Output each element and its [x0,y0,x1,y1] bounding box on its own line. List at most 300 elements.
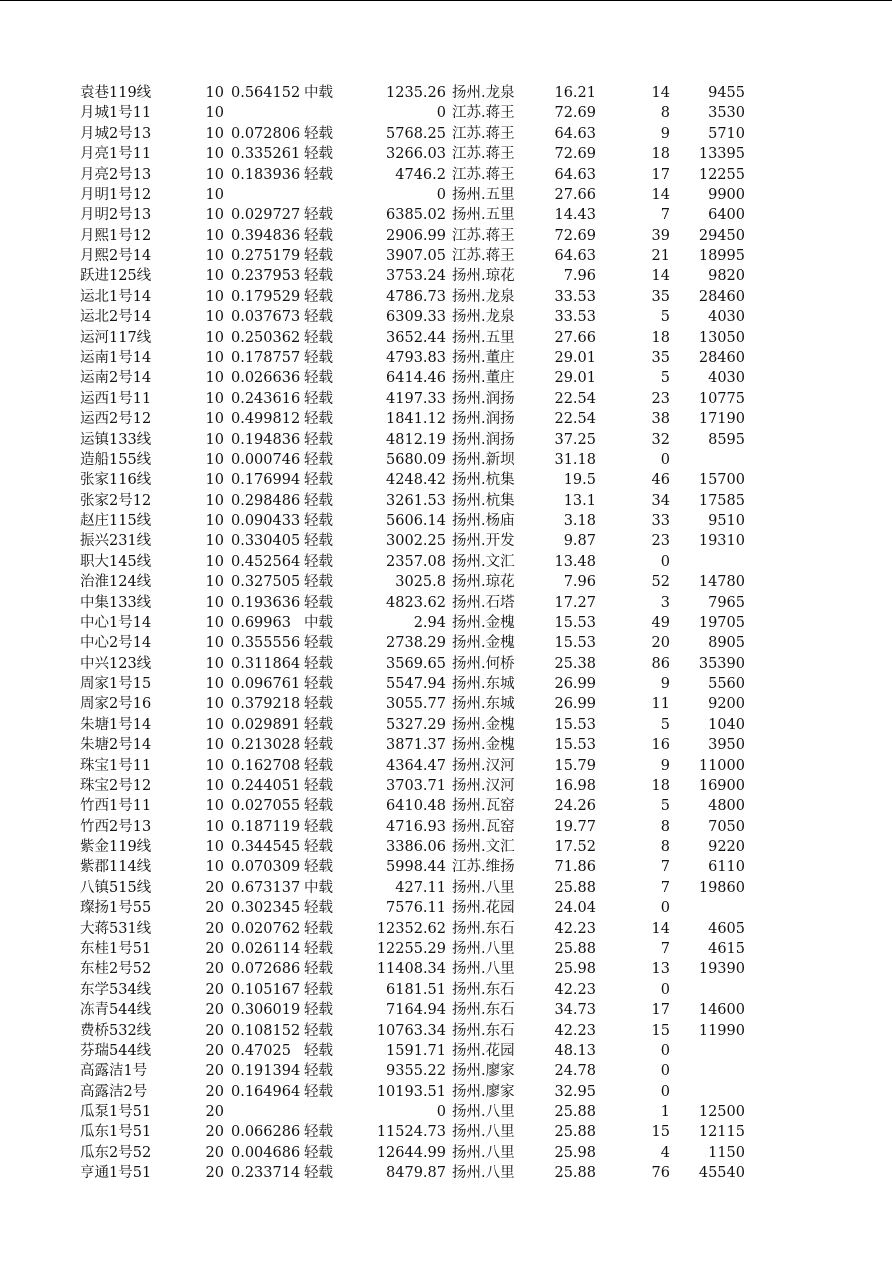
load-rate-cell: 0.090433 [231,513,301,529]
substation-cell: 扬州.文汇 [452,839,515,856]
load-rate-cell: 0.244051 [231,777,301,794]
length-cell: 14.43 [554,207,596,224]
line-name-cell: 朱塘2号14 [80,737,152,754]
load-status-cell: 轻载 [304,349,333,366]
table-row [0,633,892,653]
load-status-cell: 轻载 [304,492,333,509]
margin-value-cell: 4823.62 [386,594,446,611]
line-name-cell: 珠宝1号11 [80,757,152,774]
capacity-cell [680,898,745,918]
voltage-cell: 10 [205,574,224,591]
length-cell: 27.66 [554,329,596,346]
line-name-cell: 运南2号14 [80,370,152,387]
margin-value-cell: 1591.71 [386,1042,446,1059]
voltage-cell: 10 [205,349,224,366]
count-cell: 18 [651,146,670,163]
substation-cell: 扬州.何桥 [452,655,515,672]
voltage-cell: 10 [205,614,224,631]
table-row [0,531,892,551]
line-name-cell: 张家2号12 [80,492,152,509]
capacity-cell: 8595 [708,431,745,448]
voltage-cell: 10 [205,696,224,713]
length-cell: 26.99 [554,676,596,692]
capacity-cell: 19310 [698,533,745,550]
line-name-cell: 月亮1号11 [80,146,152,163]
line-name-cell: 张家116线 [80,472,152,489]
length-cell: 16.21 [554,85,596,101]
line-name-cell: 费桥532线 [80,1022,152,1039]
margin-value-cell: 3753.24 [386,268,446,285]
table-row [0,1082,892,1102]
line-name-cell: 亨通1号51 [80,1165,152,1182]
table-row [0,572,892,592]
load-status-cell: 轻载 [304,716,333,733]
load-rate-cell: 0.191394 [231,1063,301,1080]
line-name-cell: 月亮2号13 [80,166,152,183]
substation-cell: 扬州.五里 [452,186,515,203]
count-cell: 9 [660,757,670,774]
voltage-cell: 10 [205,288,224,305]
count-cell: 5 [660,309,670,326]
count-cell: 35 [651,288,670,305]
length-cell: 9.87 [563,533,596,550]
capacity-cell [680,1082,745,1102]
load-status-cell: 轻载 [304,329,333,346]
voltage-cell: 20 [205,981,224,998]
table-row [0,674,892,694]
line-name-cell: 朱塘1号14 [80,716,152,733]
margin-value-cell: 7164.94 [386,1002,446,1019]
load-rate-cell: 0.066286 [231,1124,301,1141]
capacity-cell [680,552,745,572]
voltage-cell: 10 [205,818,224,835]
length-cell: 34.73 [554,1002,596,1019]
count-cell: 23 [651,533,670,550]
load-status-cell: 轻载 [304,370,333,387]
load-rate-cell: 0.564152 [231,85,301,101]
capacity-cell: 19390 [698,961,745,978]
substation-cell: 扬州.东石 [452,981,515,998]
load-rate-cell: 0.394836 [231,227,301,244]
count-cell: 76 [651,1165,670,1182]
load-rate-cell: 0.237953 [231,268,301,285]
load-rate-cell: 0.327505 [231,574,301,591]
voltage-cell: 20 [205,1104,224,1120]
load-rate-cell: 0.037673 [231,309,301,326]
capacity-cell: 45540 [698,1165,745,1182]
substation-cell: 扬州.廖家 [452,1083,515,1100]
count-cell: 18 [651,777,670,794]
length-cell: 22.54 [554,411,596,428]
load-status-cell: 轻载 [304,1063,333,1080]
capacity-cell: 12255 [698,166,745,183]
count-cell: 7 [660,859,670,876]
count-cell: 18 [651,329,670,346]
count-cell: 39 [651,227,670,244]
length-cell: 13.1 [563,492,596,509]
capacity-cell: 9220 [708,839,745,856]
load-rate-cell: 0.306019 [231,1002,301,1019]
load-status-cell: 轻载 [304,839,333,856]
voltage-cell: 10 [205,411,224,428]
load-rate-cell [231,185,301,205]
load-rate-cell: 0.302345 [231,900,301,917]
voltage-cell: 10 [205,390,224,407]
voltage-cell: 10 [205,125,224,142]
substation-cell: 江苏.蒋王 [452,227,515,244]
load-status-cell: 轻载 [304,125,333,142]
table-row [0,389,892,409]
length-cell: 15.53 [554,716,596,733]
margin-value-cell: 2357.08 [386,553,446,570]
voltage-cell: 10 [205,248,224,264]
table-row [0,857,892,877]
length-cell: 25.98 [554,1144,596,1161]
margin-value-cell: 12644.99 [376,1144,446,1161]
load-status-cell: 轻载 [304,981,333,998]
line-name-cell: 袁巷119线 [80,85,152,101]
substation-cell: 扬州.东石 [452,1002,515,1019]
substation-cell: 江苏.维扬 [452,859,515,876]
load-rate-cell: 0.355556 [231,635,301,652]
load-rate-cell: 0.452564 [231,553,301,570]
table-row [0,898,892,918]
line-name-cell: 珠宝2号12 [80,777,152,794]
substation-cell: 扬州.瓦窑 [452,818,515,835]
length-cell: 15.53 [554,635,596,652]
line-name-cell: 治淮124线 [80,574,152,591]
capacity-cell: 7965 [708,594,745,611]
margin-value-cell: 3261.53 [386,492,446,509]
load-status-cell: 中载 [304,85,333,101]
table-row [0,654,892,674]
load-status-cell: 轻载 [304,757,333,774]
load-status-cell: 轻载 [304,472,333,489]
capacity-cell: 4030 [708,309,745,326]
length-cell: 27.66 [554,186,596,203]
table-row [0,511,892,531]
table-row [0,552,892,572]
load-status-cell: 轻载 [304,248,333,264]
table-row [0,837,892,857]
capacity-cell: 28460 [698,349,745,366]
count-cell: 8 [660,818,670,835]
table-row [0,368,892,388]
substation-cell: 扬州.汉河 [452,777,515,794]
voltage-cell: 10 [205,105,224,122]
substation-cell: 扬州.八里 [452,1124,515,1141]
count-cell: 14 [651,186,670,203]
count-cell: 32 [651,431,670,448]
load-status-cell: 轻载 [304,676,333,692]
margin-value-cell: 3652.44 [386,329,446,346]
voltage-cell: 10 [205,472,224,489]
table-row [0,348,892,368]
voltage-cell: 10 [205,186,224,203]
substation-cell: 扬州.八里 [452,879,515,896]
voltage-cell: 10 [205,839,224,856]
voltage-cell: 10 [205,166,224,183]
capacity-cell [680,1061,745,1081]
capacity-cell: 8905 [708,635,745,652]
margin-value-cell: 5768.25 [386,125,446,142]
load-rate-cell: 0.000746 [231,451,301,468]
substation-cell: 扬州.琼花 [452,268,515,285]
capacity-cell: 10775 [698,390,745,407]
table-row [0,307,892,327]
count-cell: 8 [660,839,670,856]
table-row [0,919,892,939]
load-status-cell [304,103,344,123]
voltage-cell: 10 [205,676,224,692]
load-status-cell: 轻载 [304,818,333,835]
length-cell: 37.25 [554,431,596,448]
count-cell: 7 [660,941,670,957]
length-cell: 32.95 [554,1083,596,1100]
count-cell: 15 [651,1022,670,1039]
margin-value-cell: 4812.19 [386,431,446,448]
load-status-cell: 轻载 [304,900,333,917]
capacity-cell: 5560 [708,676,745,692]
load-rate-cell: 0.029727 [231,207,301,224]
count-cell: 46 [651,472,670,489]
voltage-cell: 20 [205,1022,224,1039]
substation-cell: 扬州.八里 [452,941,515,957]
load-rate-cell [231,1102,301,1122]
margin-value-cell: 10193.51 [376,1083,446,1100]
table-row [0,491,892,511]
count-cell: 49 [651,614,670,631]
load-rate-cell: 0.162708 [231,757,301,774]
capacity-cell: 6400 [708,207,745,224]
load-rate-cell: 0.335261 [231,146,301,163]
table-row [0,287,892,307]
table-row [0,124,892,144]
margin-value-cell: 9355.22 [386,1063,446,1080]
length-cell: 42.23 [554,1022,596,1039]
line-name-cell: 高露洁2号 [80,1083,148,1100]
table-row [0,266,892,286]
substation-cell: 扬州.东石 [452,920,515,937]
length-cell: 24.04 [554,900,596,917]
voltage-cell: 20 [205,1042,224,1059]
length-cell: 31.18 [554,451,596,468]
count-cell: 4 [660,1144,670,1161]
load-status-cell: 轻载 [304,1124,333,1141]
voltage-cell: 10 [205,451,224,468]
load-rate-cell: 0.026114 [231,941,301,957]
load-status-cell: 轻载 [304,859,333,876]
capacity-cell: 13395 [698,146,745,163]
length-cell: 15.79 [554,757,596,774]
table-row [0,328,892,348]
load-rate-cell: 0.164964 [231,1083,301,1100]
line-name-cell: 运北1号14 [80,288,152,305]
line-name-cell: 周家1号15 [80,676,152,692]
load-status-cell [304,1102,344,1122]
length-cell: 64.63 [554,125,596,142]
load-rate-cell: 0.673137 [231,879,301,896]
capacity-cell: 16900 [698,777,745,794]
table-row [0,817,892,837]
capacity-cell: 9820 [708,268,745,285]
load-status-cell: 轻载 [304,635,333,652]
voltage-cell: 20 [205,920,224,937]
line-name-cell: 东桂2号52 [80,961,152,978]
capacity-cell: 12500 [698,1104,745,1120]
capacity-cell: 14600 [698,1002,745,1019]
capacity-cell: 9200 [708,696,745,713]
length-cell: 25.88 [554,1165,596,1182]
length-cell: 15.53 [554,737,596,754]
length-cell: 17.27 [554,594,596,611]
substation-cell: 扬州.金槐 [452,716,515,733]
length-cell: 7.96 [563,268,596,285]
margin-value-cell: 3871.37 [386,737,446,754]
line-name-cell: 周家2号16 [80,696,152,713]
table-row [0,83,892,103]
capacity-cell: 4605 [708,920,745,937]
substation-cell: 扬州.廖家 [452,1063,515,1080]
line-name-cell: 高露洁1号 [80,1063,148,1080]
margin-value-cell: 5327.29 [386,716,446,733]
length-cell: 71.86 [554,859,596,876]
length-cell: 29.01 [554,349,596,366]
capacity-cell: 14780 [698,574,745,591]
line-name-cell: 月明1号12 [80,186,152,203]
length-cell: 15.53 [554,614,596,631]
length-cell: 42.23 [554,981,596,998]
count-cell: 5 [660,798,670,815]
voltage-cell: 10 [205,268,224,285]
substation-cell: 扬州.石塔 [452,594,515,611]
load-status-cell: 轻载 [304,411,333,428]
voltage-cell: 10 [205,716,224,733]
load-status-cell: 中载 [304,614,333,631]
margin-value-cell: 0 [436,1104,446,1120]
load-status-cell: 轻载 [304,227,333,244]
load-status-cell: 轻载 [304,920,333,937]
table-row [0,1143,892,1163]
length-cell: 7.96 [563,574,596,591]
load-status-cell: 轻载 [304,533,333,550]
substation-cell: 扬州.润扬 [452,390,515,407]
substation-cell: 扬州.五里 [452,329,515,346]
table-row [0,1041,892,1061]
substation-cell: 扬州.董庄 [452,370,515,387]
capacity-cell: 1150 [708,1144,745,1161]
voltage-cell: 20 [205,941,224,957]
margin-value-cell: 3386.06 [386,839,446,856]
load-status-cell: 轻载 [304,941,333,957]
table-row [0,796,892,816]
load-rate-cell: 0.275179 [231,248,301,264]
margin-value-cell: 6309.33 [386,309,446,326]
load-rate-cell: 0.178757 [231,349,301,366]
margin-value-cell: 4248.42 [386,472,446,489]
load-rate-cell: 0.029891 [231,716,301,733]
capacity-cell: 17585 [698,492,745,509]
length-cell: 22.54 [554,390,596,407]
margin-value-cell: 4793.83 [386,349,446,366]
substation-cell: 扬州.东城 [452,676,515,692]
table-row [0,715,892,735]
load-rate-cell: 0.344545 [231,839,301,856]
capacity-cell: 9900 [708,186,745,203]
substation-cell: 扬州.润扬 [452,411,515,428]
substation-cell: 扬州.龙泉 [452,288,515,305]
substation-cell: 扬州.琼花 [452,574,515,591]
length-cell: 25.38 [554,655,596,672]
line-name-cell: 璨扬1号55 [80,900,152,917]
count-cell: 34 [651,492,670,509]
length-cell: 16.98 [554,777,596,794]
load-rate-cell: 0.499812 [231,411,301,428]
capacity-cell: 5710 [708,125,745,142]
margin-value-cell: 6414.46 [386,370,446,387]
substation-cell: 扬州.八里 [452,1104,515,1120]
voltage-cell: 10 [205,370,224,387]
substation-cell: 扬州.文汇 [452,553,515,570]
margin-value-cell: 4716.93 [386,818,446,835]
line-name-cell: 职大145线 [80,553,152,570]
count-cell: 0 [660,451,670,468]
substation-cell: 扬州.新坝 [452,451,515,468]
load-rate-cell: 0.330405 [231,533,301,550]
substation-cell: 扬州.开发 [452,533,515,550]
substation-cell: 江苏.蒋王 [452,166,515,183]
table-row [0,593,892,613]
substation-cell: 扬州.杭集 [452,472,515,489]
length-cell: 42.23 [554,920,596,937]
voltage-cell: 10 [205,635,224,652]
line-name-cell: 运镇133线 [80,431,152,448]
load-rate-cell: 0.233714 [231,1165,301,1182]
length-cell: 72.69 [554,227,596,244]
length-cell: 72.69 [554,105,596,122]
load-rate-cell: 0.183936 [231,166,301,183]
line-name-cell: 运西2号12 [80,411,152,428]
voltage-cell: 10 [205,492,224,509]
load-status-cell: 轻载 [304,268,333,285]
length-cell: 25.98 [554,961,596,978]
table-row [0,246,892,266]
count-cell: 15 [651,1124,670,1141]
margin-value-cell: 2906.99 [386,227,446,244]
load-rate-cell: 0.194836 [231,431,301,448]
margin-value-cell: 11524.73 [376,1124,446,1141]
line-name-cell: 振兴231线 [80,533,152,550]
substation-cell: 扬州.五里 [452,207,515,224]
line-name-cell: 运西1号11 [80,390,152,407]
length-cell: 25.88 [554,1104,596,1120]
length-cell: 64.63 [554,166,596,183]
voltage-cell: 10 [205,431,224,448]
length-cell: 33.53 [554,288,596,305]
voltage-cell: 20 [205,1144,224,1161]
margin-value-cell: 4197.33 [386,390,446,407]
count-cell: 23 [651,390,670,407]
count-cell: 5 [660,716,670,733]
margin-value-cell: 3907.05 [386,248,446,264]
table-row [0,1021,892,1041]
load-rate-cell: 0.213028 [231,737,301,754]
line-name-cell: 竹西1号11 [80,798,152,815]
margin-value-cell: 1235.26 [386,85,446,101]
load-rate-cell: 0.072806 [231,125,301,142]
load-status-cell: 轻载 [304,1165,333,1182]
load-status-cell: 轻载 [304,798,333,815]
